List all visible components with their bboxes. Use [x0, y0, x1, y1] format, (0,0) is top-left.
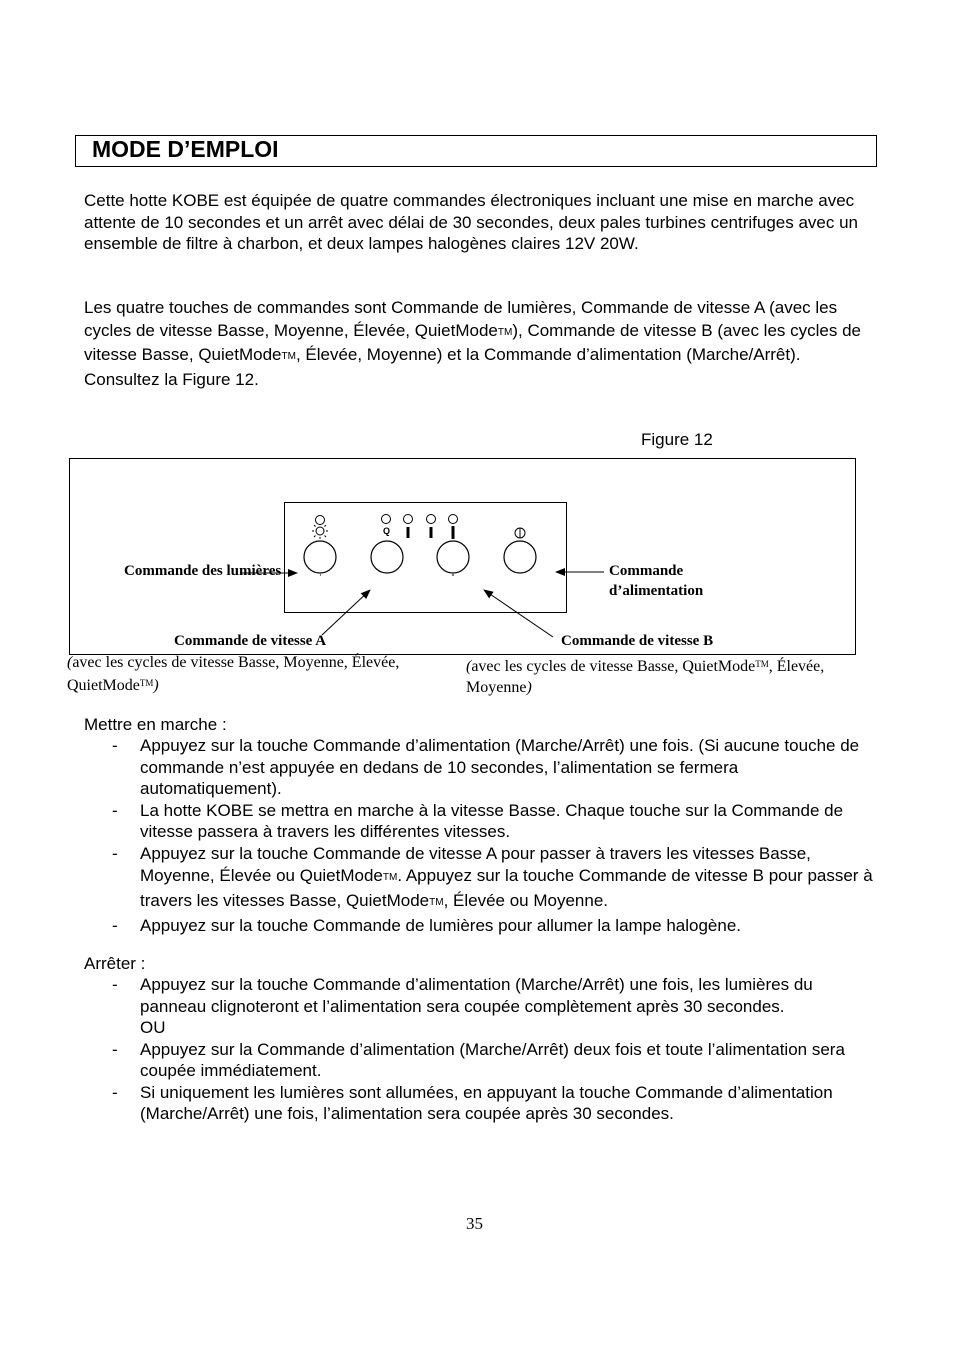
speed-b-arrow — [484, 590, 553, 637]
list-item-text: Appuyez sur la touche Commande de vitesse A pour passer à travers les vitesses Basse, Moyenne, Élevée ou QuietMode — [140, 843, 811, 886]
list-dash: - — [112, 915, 118, 935]
speed-bar-icon — [430, 527, 433, 538]
lights-control-label: Commande des lumières — [124, 563, 282, 579]
trademark-mark: TM — [139, 678, 154, 688]
controls-text-1: Les quatre touches de commandes sont Commande de lumières, Commande de vitesse A (avec les cycles de vitesse Basse, Moyenne, Élevée, QuietMode — [84, 298, 838, 340]
trademark-mark: TM — [429, 897, 444, 909]
start-list — [84, 735, 874, 936]
speed-b-button[interactable] — [437, 541, 469, 573]
stop-list — [84, 974, 874, 1125]
speed-bar-icon — [407, 527, 410, 538]
list-dash: - — [112, 975, 118, 994]
list-item — [84, 843, 874, 915]
caption-text-2: , Élevée, Moyenne — [466, 658, 825, 696]
caption-text: avec les cycles de vitesse Basse, Moyenne, Élevée, QuietMode — [67, 654, 400, 694]
speed-b-indicator-icons — [427, 515, 458, 524]
list-item-text: Appuyez sur la touche Commande d’alimentation (Marche/Arrêt) une fois. (Si aucune touche de commande n’est appuyée en dedans de 10 secondes, l’alimentation se fermera automatiquement). — [140, 736, 860, 798]
page-number: 35 — [466, 1214, 483, 1233]
speed-a-button[interactable] — [371, 541, 403, 573]
list-dash: - — [112, 843, 118, 863]
trademark-mark: TM — [755, 659, 769, 669]
start-heading: Mettre en marche : — [84, 715, 227, 734]
caption-paren: ( — [466, 658, 472, 675]
list-dash: - — [112, 800, 118, 820]
stop-heading: Arrêter : — [84, 954, 146, 973]
list-item — [84, 915, 874, 937]
trademark-mark: TM — [497, 326, 513, 338]
section-title: MODE D’EMPLOI — [92, 136, 279, 162]
caption-text: avec les cycles de vitesse Basse, QuietMode — [471, 658, 756, 675]
speed-a-label: Commande de vitesse A — [174, 633, 327, 649]
intro-paragraph: Cette hotte KOBE est équipée de quatre commandes électroniques incluant une mise en marche avec attente de 10 secondes et un arrêt avec délai de 30 secondes, deux pales turbines centrifuges avec un ensemble de filtre à charbon, et deux lampes halogènes claires 12V 20W. — [84, 191, 859, 253]
list-dash: - — [112, 1039, 118, 1059]
or-separator: OU — [140, 1018, 166, 1037]
list-item-text: , Élevée ou Moyenne. — [443, 891, 609, 911]
trademark-mark: TM — [281, 351, 296, 363]
speed-a-arrow — [322, 590, 370, 635]
list-item-text: Appuyez sur la Commande d’alimentation (Marche/Arrêt) deux fois et toute l’alimentation sera coupée immédiatement. — [140, 1039, 845, 1080]
caption-paren: ) — [153, 677, 159, 694]
list-item-text: Appuyez sur la touche Commande de lumières pour allumer la lampe halogène. — [140, 915, 742, 935]
controls-text-2: ), Commande de vitesse B (avec les cycles de vitesse Basse, QuietMode — [84, 320, 861, 365]
list-dash: - — [112, 736, 118, 755]
list-item — [84, 800, 874, 843]
list-item — [84, 735, 874, 800]
power-button[interactable] — [504, 541, 536, 573]
list-item-text: Si uniquement les lumières sont allumées, en appuyant la touche Commande d’alimentation (Marche/Arrêt) une fois, l’alimentation sera coupée après 30 secondes. — [140, 1082, 833, 1123]
list-dash: - — [112, 1082, 118, 1102]
light-bulb-icon — [312, 516, 328, 540]
speed-a-indicator-icons — [382, 515, 413, 524]
speed-bar-icon — [452, 526, 455, 539]
quietmode-q-icon: Q — [383, 526, 391, 536]
lights-button[interactable] — [304, 541, 336, 573]
list-item-text: La hotte KOBE se mettra en marche à la vitesse Basse. Chaque touche sur la Commande de vitesse passera à travers les différentes vitesses. — [140, 800, 844, 841]
list-item-text: Appuyez sur la touche Commande d’alimentation (Marche/Arrêt) une fois, les lumières du panneau clignoteront et l’alimentation sera coupée complètement après 30 secondes. — [140, 975, 813, 1016]
power-control-label: Commande d’alimentation — [609, 563, 704, 599]
list-item-text: . Appuyez sur la touche Commande de vitesse B pour passer à travers les vitesses Basse, QuietMode — [140, 866, 873, 911]
speed-a-caption — [67, 652, 462, 696]
speed-b-caption — [466, 654, 846, 698]
list-item — [84, 1039, 874, 1082]
speed-b-label: Commande de vitesse B — [561, 633, 714, 649]
controls-text-3: , Élevée, Moyenne) et la Commande d’alimentation (Marche/Arrêt). Consultez la Figure 12. — [84, 345, 801, 390]
caption-paren: ) — [526, 679, 532, 696]
figure-label: Figure 12 — [641, 430, 713, 449]
list-item — [84, 974, 874, 1039]
trademark-mark: TM — [382, 872, 398, 884]
list-item — [84, 1082, 874, 1125]
caption-paren: ( — [67, 654, 73, 671]
power-icon — [515, 528, 525, 538]
